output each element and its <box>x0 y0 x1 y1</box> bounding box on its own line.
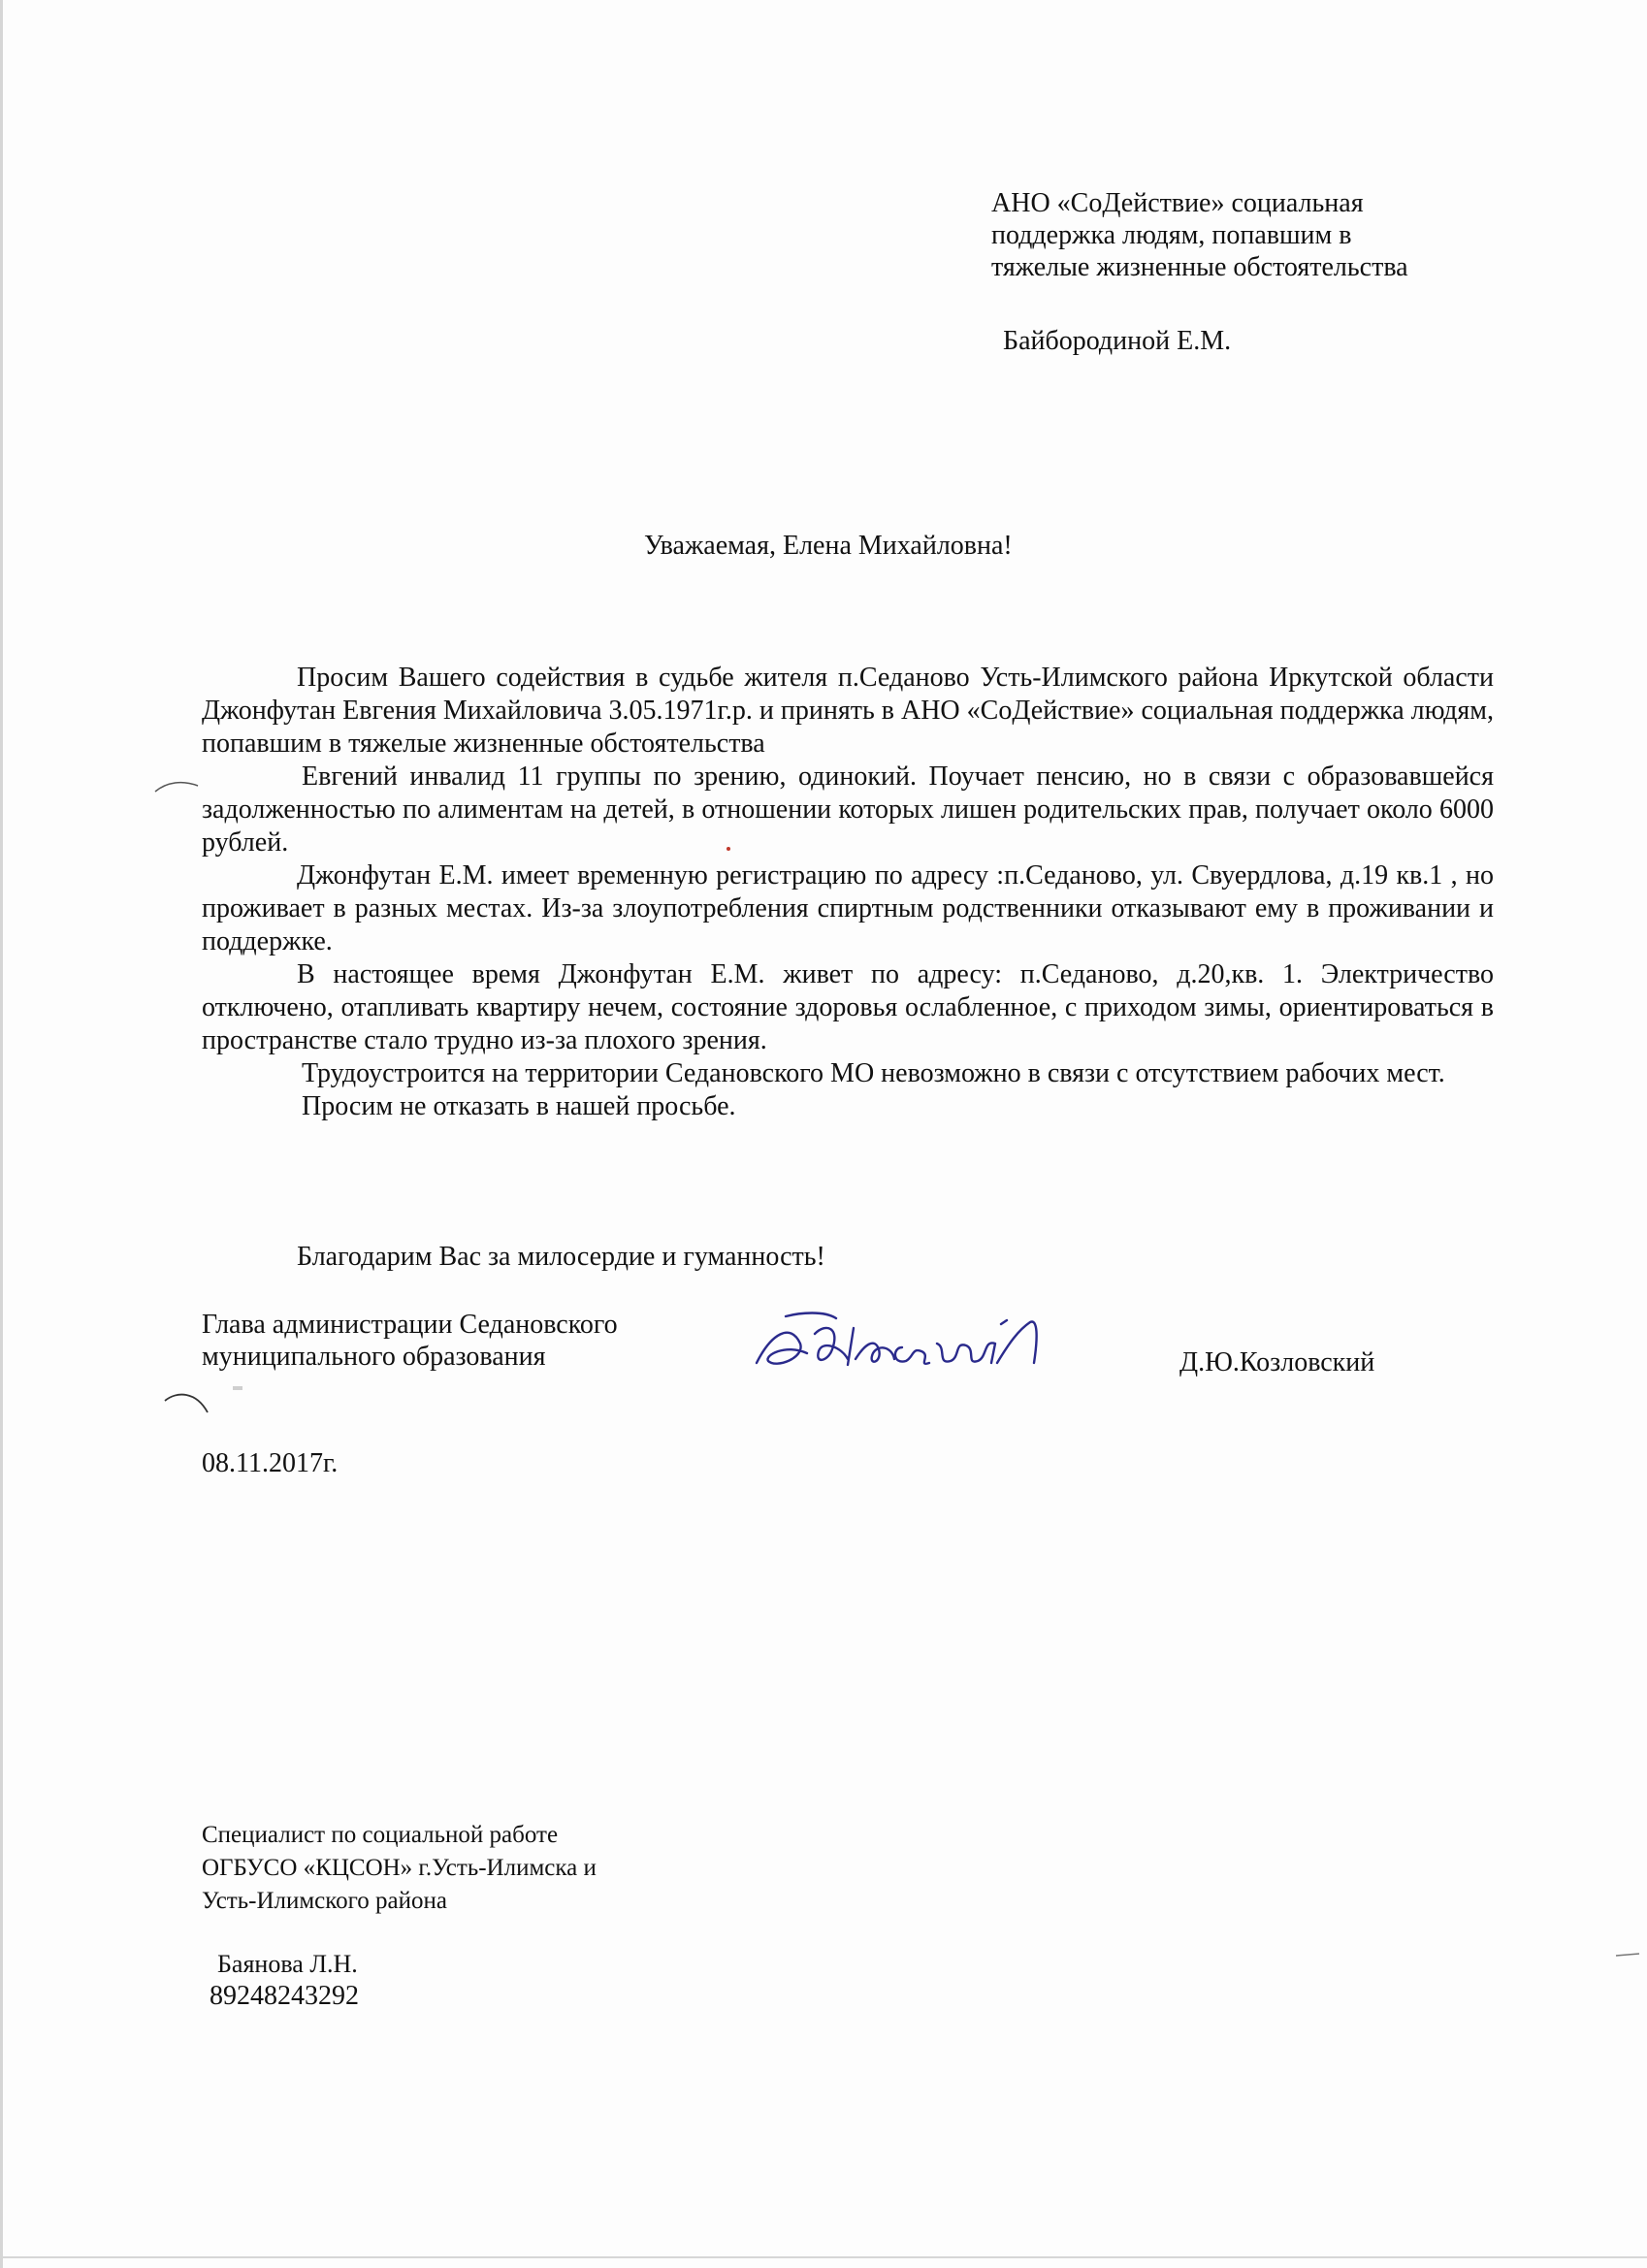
signer-title <box>202 1309 618 1373</box>
recipient-org-line1: АНО «СоДействие» социальная <box>991 188 1364 218</box>
recipient-block <box>991 187 1408 283</box>
specialist-line3: Усть-Илимского района <box>202 1888 447 1914</box>
specialist-line2: ОГБУСО «КЦСОН» г.Усть-Илимска и <box>202 1855 597 1881</box>
letter-date: 08.11.2017г. <box>202 1448 339 1478</box>
body-paragraph-3: Джонфутан Е.М. имеет временную регистрацию по адресу :п.Седаново, ул. Свуердлова, д.19 кв.1 , но проживает в разных местах. Из-за злоупотребления спиртным родственники отказывают ему в проживании и поддержке. <box>202 860 1494 956</box>
scan-smudge <box>233 1386 242 1390</box>
scan-edge-bottom <box>0 2256 1647 2258</box>
scan-edge-left <box>0 0 3 2268</box>
specialist-line1: Специалист по социальной работе <box>202 1822 559 1848</box>
specialist-name: Баянова Л.Н. <box>217 1950 358 1978</box>
scan-mark <box>1614 1950 1643 1960</box>
letter-body <box>202 662 1494 1123</box>
signer-name: Д.Ю.Козловский <box>1179 1347 1375 1377</box>
ink-dot <box>727 847 730 851</box>
thanks-line: Благодарим Вас за милосердие и гуманность! <box>297 1242 825 1272</box>
recipient-org-line2: поддержка людям, попавшим в <box>991 220 1352 250</box>
body-paragraph-4: В настоящее время Джонфутан Е.М. живет по адресу: п.Седаново, д.20,кв. 1. Электричество отключено, отапливать квартиру нечем, состояние здоровья ослабленное, с приходом зимы, ориентироваться в пространстве стало трудно из-за плохого зрения. <box>202 959 1494 1055</box>
body-paragraph-5: Трудоустроится на территории Седановского МО невозможно в связи с отсутствием рабочих мест. <box>302 1058 1445 1088</box>
specialist-block <box>202 1819 597 1918</box>
recipient-org-line3: тяжелые жизненные обстоятельства <box>991 252 1408 282</box>
body-paragraph-2: Евгений инвалид 11 группы по зрению, одинокий. Поучает пенсию, но в связи с образовавшейся задолженностью по алиментам на детей, в отношении которых лишен родительских прав, получает около 6000 рублей. <box>202 761 1494 858</box>
recipient-name: Байбородиной Е.М. <box>1003 326 1232 356</box>
scan-mark <box>163 1387 211 1416</box>
specialist-phone: 89248243292 <box>210 1981 359 2011</box>
signer-title-line1: Глава администрации Седановского <box>202 1310 618 1340</box>
greeting: Уважаемая, Елена Михайловна! <box>644 531 1013 561</box>
handwritten-signature <box>747 1305 1096 1382</box>
body-paragraph-1: Просим Вашего содействия в судьбе жителя п.Седаново Усть-Илимского района Иркутской области Джонфутан Евгения Михайловича 3.05.1971г.р. и принять в АНО «СоДействие» социальная поддержка людям, попавшим в тяжелые жизненные обстоятельства <box>202 663 1494 759</box>
signer-title-line2: муниципального образования <box>202 1342 546 1372</box>
scan-mark <box>153 776 202 795</box>
body-paragraph-6: Просим не отказать в нашей просьбе. <box>302 1091 736 1121</box>
